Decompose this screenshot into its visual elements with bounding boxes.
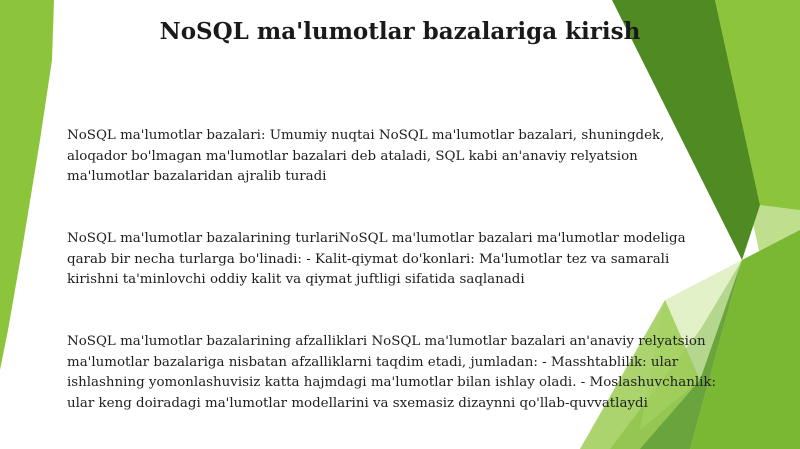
paragraph-line: aloqador bo'lmagan ma'lumotlar bazalari deb ataladi, SQL kabi an'anaviy relyatsion (67, 148, 638, 164)
paragraph-line: ishlashning yomonlashuvisiz katta hajmdagi ma'lumotlar bilan ishlay oladi. - Moslashuvchanlik: (67, 375, 717, 390)
paragraph-line: NoSQL ma'lumotlar bazalarining afzalliklari NoSQL ma'lumotlar bazalari an'anaviy relyatsion (67, 334, 706, 349)
paragraph-line: NoSQL ma'lumotlar bazalarining turlariNoSQL ma'lumotlar bazalari ma'lumotlar modeliga (67, 231, 686, 246)
paragraph-overview (67, 126, 767, 188)
paragraph-line: qarab bir necha turlarga bo'linadi: - Kalit-qiymat do'konlari: Ma'lumotlar tez va samarali (67, 251, 670, 267)
paragraph-types (67, 229, 767, 291)
paragraph-line: kirishni ta'minlovchi oddiy kalit va qiymat juftligi sifatida saqlanadi (67, 272, 525, 287)
paragraph-line: ular keng doiradagi ma'lumotlar modellarini va sxemasiz dizaynni qo'llab-quvvatlaydi (67, 395, 648, 411)
paragraph-line: NoSQL ma'lumotlar bazalari: Umumiy nuqtai NoSQL ma'lumotlar bazalari, shuningdek, (67, 128, 665, 143)
paragraph-line: ma'lumotlar bazalaridan ajralib turadi (67, 169, 327, 184)
paragraph-line: ma'lumotlar bazalariga nisbatan afzalliklarni taqdim etadi, jumladan: - Masshtablilik: ular (67, 354, 679, 370)
paragraph-advantages (67, 332, 767, 414)
slide-title: NoSQL ma'lumotlar bazalariga kirish (159, 18, 641, 45)
left-green-strip (0, 0, 54, 370)
